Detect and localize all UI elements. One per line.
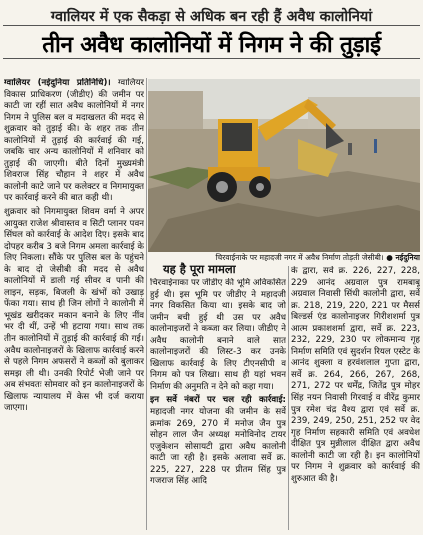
news-photo [148, 79, 420, 252]
photo-credit: ● नईदुनिया [386, 253, 420, 262]
box-subhead: इन सर्वे नंबरों पर चल रही कार्रवाई: [150, 395, 286, 406]
column-divider [288, 266, 289, 530]
box-article [150, 278, 286, 530]
lead-paragraph: ग्वालियर विकास प्राधिकरण (जीडीए) की जमीन पर काटी जा रहीं सात अवैध कालोनियों में नगर निगम ने पुलिस बल व मदाखलत की मदद से शुक्रवार को तुड़ाई की। के शहर तक तीन कालोनियों में तुड़ाई की कार्रवाई की गई, जबकि चार अन्य कालोनियों में शनिवार को तुड़ाई की जाएगी। बीते दिनों मुख्यमंत्री शिवराज सिंह चौहान ने शहर में अवैध कालोनी काटे जाने पर कलेक्टर व निगमायुक्त पर कार्रवाई करने की बात कही थी। [4, 78, 144, 204]
continuation-paragraph: के द्वारा, सर्वे क्र. 226, 227, 228, 229 आनंद अग्रवाल पुत्र रामबाबू अग्रवाल निवासी सिंधी कालोनी द्वारा, सर्वे क्र. 218, 219, 220, 221 पर मैसर्स बिल्डर्स एंड कालोनाइजर गिरीशशर्मा पुत्र आत्म प्रकाशशर्मा द्वारा, सर्वे क्र. 223, 232, 229, 230 पर लोकमान्य गृह निर्माण समिति एवं सुदर्शन रियल एस्टेट के आनंद शुक्ला व हरवंशलाल गुप्ता द्वारा, सर्वे क्र. 264, 266, 267, 268, 271, 272 पर धर्मेंद्र, जितेंद्र पुत्र मोहर सिंह नयन निवासी गिरवाई व वीरेंद्र कुमार पुत्र रमेश चंद्र वैश्य द्वारा एवं सर्वे क्र. 239, 249, 250, 251, 252 पर वेद गृह निर्माण सहकारी समिति एवं अवधेश दीक्षित पुत्र मुन्नीलाल दीक्षित द्वारा अवैध कालोनी काटी जा रही है। इन कालोनियों पर निगम ने शुक्रवार को कार्रवाई की शुरुआत की है। [291, 266, 420, 484]
byline: ग्वालियर (नईदुनिया प्रतिनिधि)। [4, 78, 111, 88]
caption-text: चिरवाईनाके पर महादजी नगर में अवैध निर्माण तोड़ती जेसीबी। [215, 253, 384, 262]
lead-article [4, 78, 144, 530]
main-headline: तीन अवैध कालोनियों में निगम ने की तुड़ाई [42, 32, 381, 58]
box-list-text: महादजी नगर योजना की जमीन के सर्वे क्रमांक 269, 270 में मनोज जैन पुत्र सोहन लाल जैन अध्यक्ष मनोविनोद टायर एजुकेशन सोसायटी द्वारा अवैध कालोनी काटी जा रही है। इसके अलावा सर्वे क्र. 225, 227, 228 पर प्रीतम सिंह पुत्र गजराज सिंह आदि [150, 407, 286, 487]
divider [3, 58, 420, 59]
column-divider [146, 78, 147, 530]
lead-paragraph: शुक्रवार को निगमायुक्त शिवम वर्मा ने अपर आयुक्त राजेश श्रीवास्तव व सिटी प्लानर पवन सिंघल को कार्रवाई के आदेश दिए। इसके बाद दोपहर करीब 3 बजे निगम अमला कार्रवाई के लिए निकला। सौंके पर पुलिस बल के पहुंचने के बाद दो जेसीबी की मदद से अवैध कालोनियों में डाली गई सीवर व पानी की लाइन, सड़क, बिजली के खंभों को उखाड़ फेंका गया। साथ ही जिन लोगों ने कालोनी में भूखंड खरीदकर मकान बनाने के लिए नींव भर दी थीं, उन्हें भी हटाया गया। साथ तक तीन कालोनियों में तुड़ाई की कार्रवाई की गई। अवैध कालोनाइजरों के खिलाफ कार्रवाई करने से पहले निगम अफसरों ने कब्जों को बुलाकर समझ ली थी। उनकी रिपोर्ट भेजी जाने पर अब संभवतः सोमवार को इन कालोनाइजरों के खिलाफ न्यायालय में केस भी दर्ज कराया जाएगा। [4, 207, 144, 414]
kicker-headline: ग्वालियर में एक सैकड़ा से अधिक बन रही हैं अवैध कालोनियां [50, 9, 373, 25]
box-title: यह है पूरा मामला [163, 262, 236, 276]
box-paragraph: चिरवाईनाका पर जीडीए की भूमि अविकसित हुई थी। इस भूमि पर जीडीए ने महादजी नगर विकसित किया था। इसके बाद जो जमीन बची हुई थी उस पर अवैध कालोनाइजरों ने कब्जा कर लिया। जीडीए ने अवैध कालोनी बनाने वाले सात कालोनाइजरों की लिस्ट-3 कर उनके खिलाफ कार्रवाई के लिए टीएनसीपी व निगम को पत्र लिखा। साथ ही यहां भवन निर्माण की अनुमति न देने को कहा गया। [150, 278, 286, 392]
continuation-article [291, 266, 420, 530]
jcb-demolition-image [148, 79, 420, 252]
divider [3, 25, 420, 26]
